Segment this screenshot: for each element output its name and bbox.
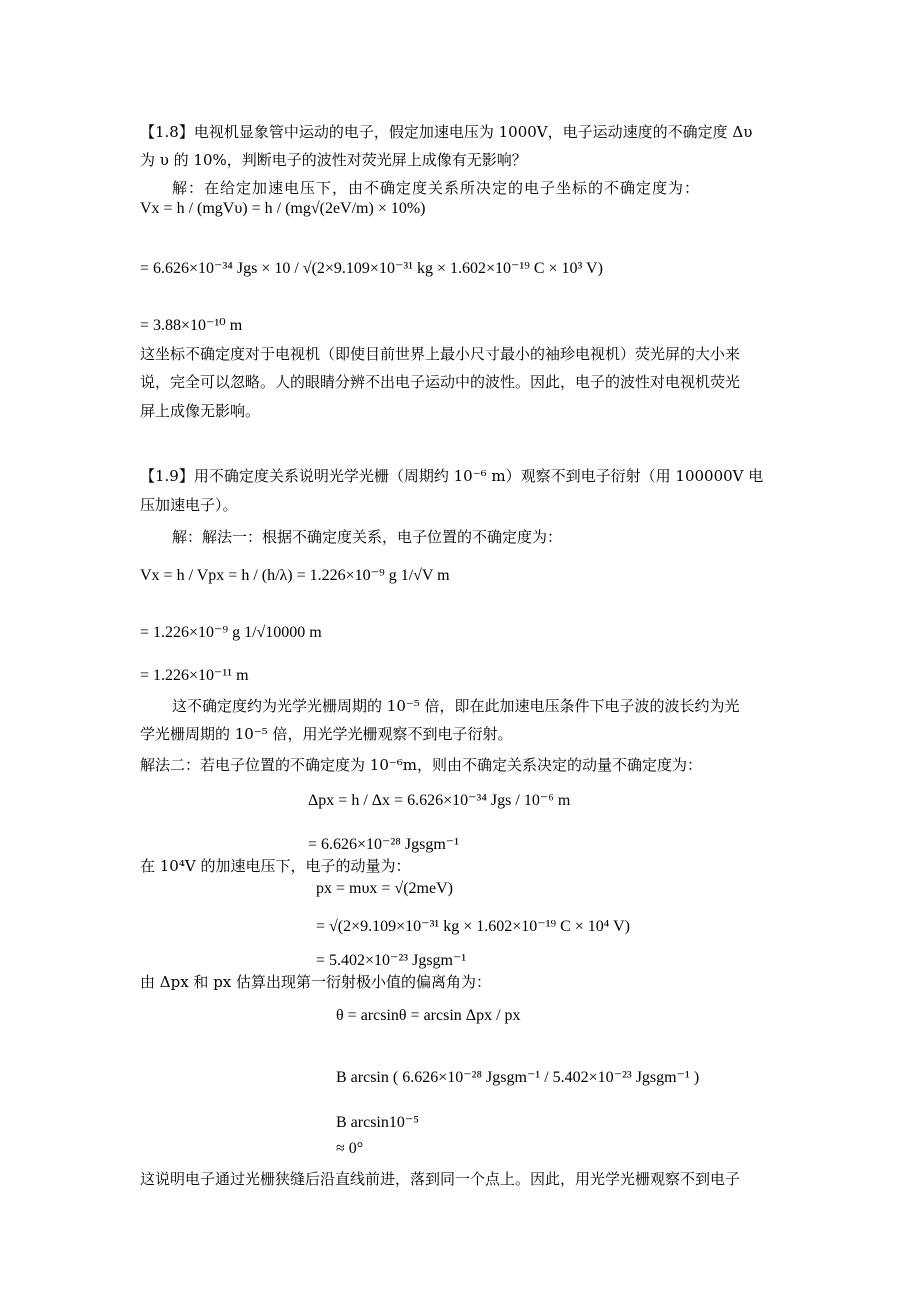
problem-1-8-solution-intro: 解：在给定加速电压下，由不确定度关系所决定的电子坐标的不确定度为： [172,179,701,197]
equation-1-9-11: B arcsin10⁻⁵ [336,1114,419,1131]
problem-1-8-line-1: 【1.8】电视机显象管中运动的电子，假定加速电压为 1000V，电子运动速度的不确定度 Δυ [140,123,753,141]
equation-1-9-8: = 5.402×10⁻²³ Jgsgm⁻¹ [316,952,467,969]
momentum-intro: 在 10⁴V 的加速电压下，电子的动量为： [140,857,411,875]
equation-1-8-3: = 3.88×10⁻¹⁰ m [140,317,243,334]
equation-1-9-3: = 1.226×10⁻¹¹ m [140,667,249,684]
equation-1-9-10: B arcsin ( 6.626×10⁻²⁸ Jgsgm⁻¹ / 5.402×10⁻²³ Jgsgm⁻¹ ) [336,1069,700,1086]
equation-1-9-1: Vx = h / Vpx = h / (h/λ) = 1.226×10⁻⁹ g 1/√V m [140,567,450,584]
problem-1-9-line-2: 压加速电子）。 [140,496,238,514]
equation-1-9-6: px = mυx = √(2meV) [316,880,453,897]
problem-1-9-solution-intro: 解：解法一：根据不确定度关系，电子位置的不确定度为： [172,528,563,546]
angle-intro: 由 Δpx 和 px 估算出现第一衍射极小值的偏离角为： [140,973,492,991]
problem-1-8-conclusion-1: 这坐标不确定度对于电视机（即使目前世界上最小尺寸最小的袖珍电视机）荧光屏的大小来 [140,345,741,363]
problem-1-9-explanation-2: 学光栅周期的 10⁻⁵ 倍，用光学光栅观察不到电子衍射。 [140,725,513,743]
equation-1-9-7: = √(2×9.109×10⁻³¹ kg × 1.602×10⁻¹⁹ C × 10⁴ V) [316,918,630,935]
problem-1-9-explanation-1: 这不确定度约为光学光栅周期的 10⁻⁵ 倍，即在此加速电压条件下电子波的波长约为光 [172,697,740,715]
equation-1-8-1: Vx = h / (mgVυ) = h / (mg√(2eV/m) × 10%) [140,200,426,217]
equation-1-9-5: = 6.626×10⁻²⁸ Jgsgm⁻¹ [308,836,460,853]
problem-1-8-line-2: 为 υ 的 10%，判断电子的波性对荧光屏上成像有无影响？ [140,151,527,169]
problem-1-9-line-1: 【1.9】用不确定度关系说明光学光栅（周期约 10⁻⁶ m）观察不到电子衍射（用 100000V 电 [140,467,764,485]
method-two-intro: 解法二：若电子位置的不确定度为 10⁻⁶m，则由不确定关系决定的动量不确定度为： [140,756,703,774]
equation-1-9-12: ≈ 0° [336,1140,364,1157]
equation-1-9-9: θ = arcsinθ = arcsin Δpx / px [336,1007,521,1024]
equation-1-9-4: Δpx = h / Δx = 6.626×10⁻³⁴ Jgs / 10⁻⁶ m [308,792,571,809]
problem-1-8-conclusion-3: 屏上成像无影响。 [140,402,261,420]
equation-1-8-2: = 6.626×10⁻³⁴ Jgs × 10 / √(2×9.109×10⁻³¹ kg × 1.602×10⁻¹⁹ C × 10³ V) [140,260,603,277]
final-conclusion: 这说明电子通过光栅狭缝后沿直线前进，落到同一个点上。因此，用光学光栅观察不到电子 [140,1170,741,1188]
equation-1-9-2: = 1.226×10⁻⁹ g 1/√10000 m [140,624,322,641]
problem-1-8-conclusion-2: 说，完全可以忽略。人的眼睛分辨不出电子运动中的波性。因此，电子的波性对电视机荧光 [140,373,741,391]
